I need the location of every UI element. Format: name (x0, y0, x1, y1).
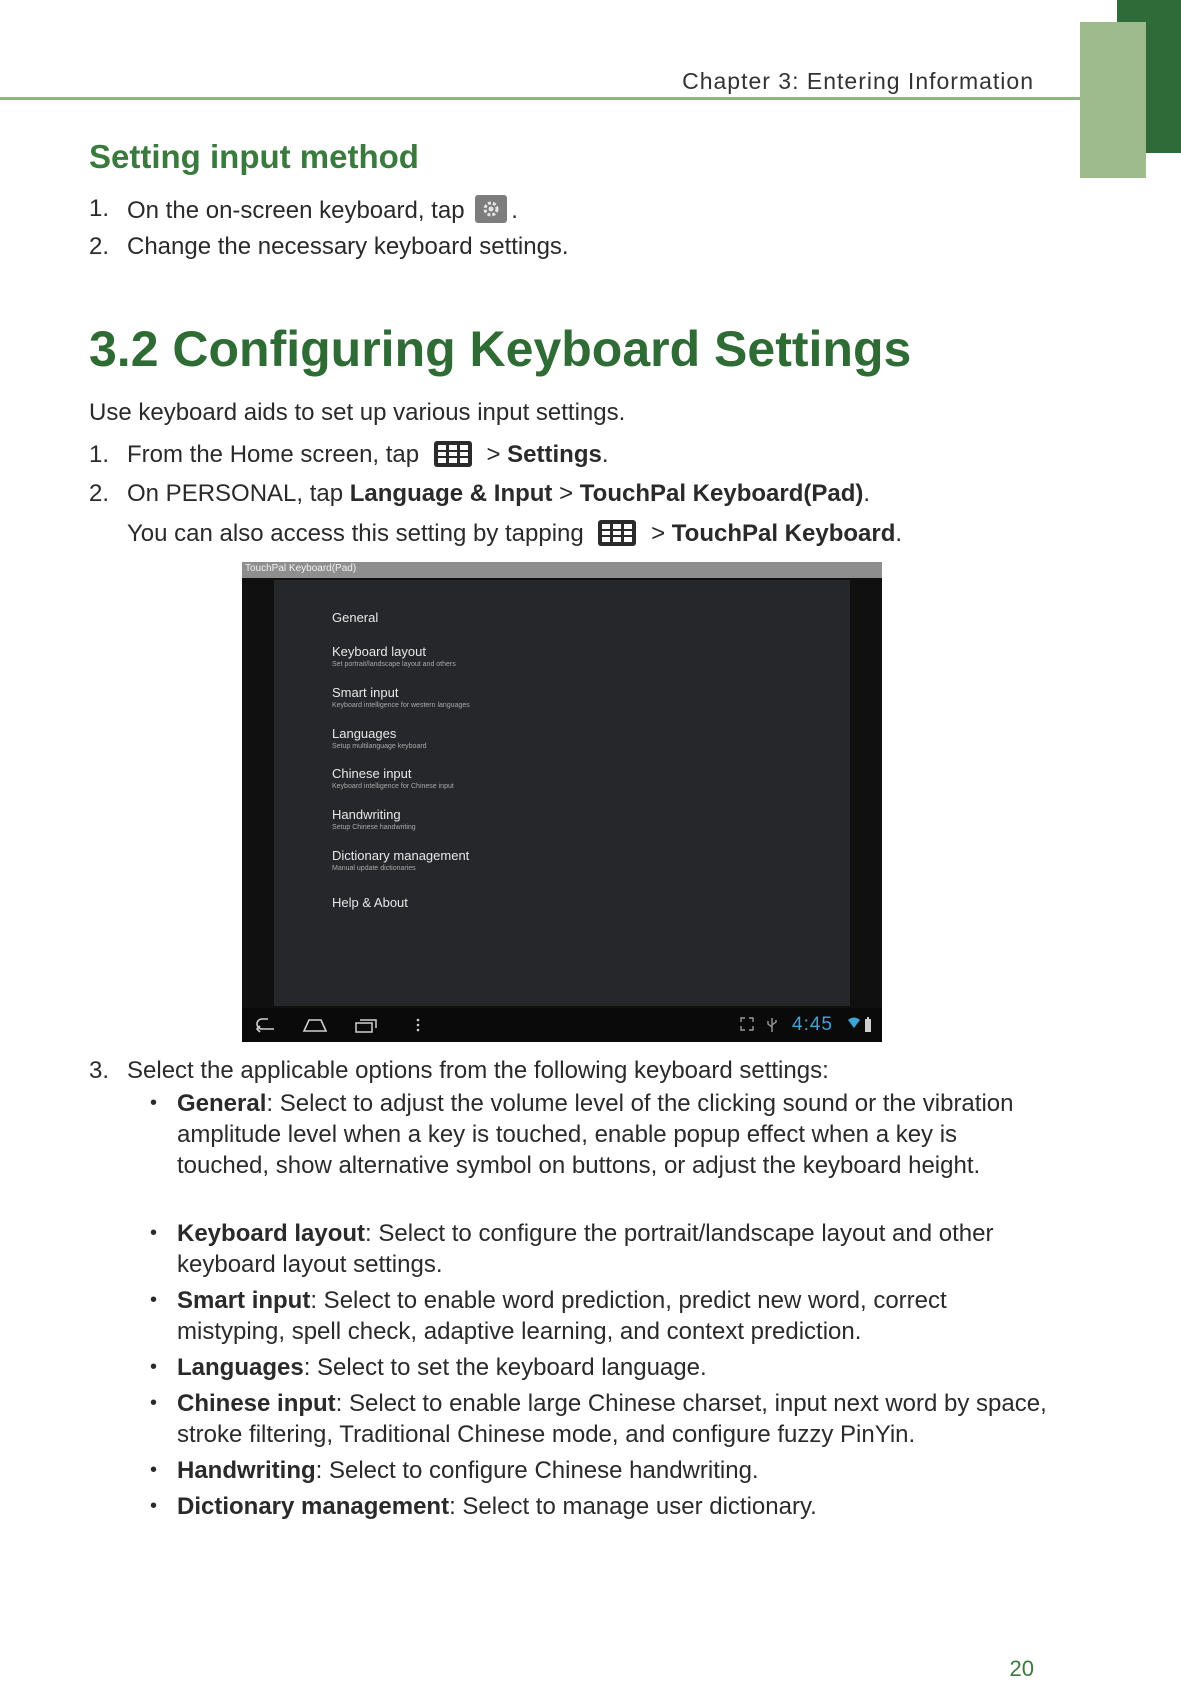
touchpal-screenshot (242, 562, 882, 1042)
bullet-desc: : Select to enable large Chinese charset, input next word by space, stroke filtering, Traditional Chinese mode, and configure fuzzy PinYin. (177, 1390, 1047, 1448)
bullet-term: Smart input (177, 1287, 311, 1314)
bullet-term: Handwriting (177, 1457, 316, 1484)
step-text: On the on-screen keyboard, tap (127, 197, 465, 224)
separator: > (651, 520, 666, 547)
section-title: Setting input method (89, 138, 419, 175)
settings-item[interactable] (332, 766, 454, 790)
home-icon[interactable] (302, 1017, 328, 1033)
bullet-desc: : Select to enable word prediction, predict new word, correct mistyping, spell check, adaptive learning, and context prediction. (177, 1287, 947, 1345)
settings-item-title: Help & About (332, 895, 408, 910)
bullet-dot: • (150, 1289, 158, 1311)
menu-icon[interactable] (415, 1017, 421, 1033)
step-number: 1. (89, 441, 110, 468)
step-number: 2. (89, 480, 110, 507)
recent-apps-icon[interactable] (354, 1017, 378, 1033)
status-clock: 4:45 (792, 1014, 833, 1035)
bullet-general (177, 1088, 1047, 1181)
bullet-term: Chinese input (177, 1390, 336, 1417)
punct: . (601, 441, 609, 468)
step-2-text: Change the necessary keyboard settings. (127, 233, 569, 260)
config-step-2 (127, 480, 870, 508)
bullet-term: Languages (177, 1354, 304, 1381)
bullet-dot: • (150, 1222, 158, 1244)
step-number: 2. (89, 233, 110, 260)
settings-item[interactable] (332, 644, 456, 668)
settings-item[interactable] (332, 848, 469, 872)
bullet-desc: : Select to set the keyboard language. (303, 1354, 707, 1381)
step-text-end: . (511, 197, 518, 224)
punct: . (895, 520, 903, 547)
language-input-label: Language & Input (349, 480, 553, 507)
bullet-term: General (177, 1090, 267, 1117)
screenshot-titlebar (242, 562, 882, 578)
settings-item[interactable] (332, 685, 470, 709)
config-step-2-note (127, 520, 902, 548)
gear-icon (475, 195, 507, 223)
bullet-smart-input (177, 1285, 1047, 1347)
separator: > (486, 441, 501, 468)
settings-label: Settings (507, 441, 602, 468)
config-step-1 (127, 441, 609, 469)
settings-item-subtitle: Setup multilanguage keyboard (332, 743, 427, 750)
settings-item-subtitle: Keyboard intelligence for western languages (332, 702, 470, 709)
header-rule (0, 97, 1080, 100)
bullet-chinese-input (177, 1388, 1047, 1450)
bullet-handwriting (177, 1455, 1047, 1486)
bullet-term: Keyboard layout (177, 1220, 366, 1247)
settings-item[interactable] (332, 807, 416, 831)
bullet-dot: • (150, 1092, 158, 1114)
step-1-text (127, 195, 518, 225)
config-step-3: Select the applicable options from the following keyboard settings: (127, 1057, 829, 1084)
battery-icon (864, 1017, 872, 1033)
settings-item-title: General (332, 610, 379, 625)
settings-item-title: Chinese input (332, 766, 412, 781)
settings-item-title: Dictionary management (332, 848, 470, 863)
screenshot-notification-icon (740, 1017, 754, 1031)
back-icon[interactable] (254, 1017, 278, 1033)
punct: . (863, 480, 871, 507)
settings-item-subtitle: Set portrait/landscape layout and others (332, 661, 456, 668)
settings-item[interactable] (332, 726, 427, 750)
bullet-desc: : Select to adjust the volume level of the clicking sound or the vibration amplitude level when a key is touched, enable popup effect when a key is touched, show alternative symbol on buttons, or adjust the keyboard height. (177, 1090, 1014, 1179)
bullet-dot: • (150, 1392, 158, 1414)
apps-grid-icon (434, 441, 472, 467)
step-number: 1. (89, 195, 110, 222)
step-number: 3. (89, 1057, 110, 1084)
bullet-dot: • (150, 1356, 158, 1378)
settings-item-subtitle: Setup Chinese handwriting (332, 824, 416, 831)
settings-item-title: Keyboard layout (332, 644, 426, 659)
settings-item[interactable] (332, 610, 378, 625)
page-number: 20 (1009, 1656, 1034, 1681)
chapter-section-title: 3.2 Configuring Keyboard Settings (89, 321, 912, 377)
bullet-desc: : Select to configure Chinese handwriting. (315, 1457, 759, 1484)
bullet-desc: : Select to configure the portrait/landscape layout and other keyboard layout settings. (177, 1220, 994, 1278)
chapter-header: Chapter 3: Entering Information (682, 68, 1034, 94)
settings-item-title: Handwriting (332, 807, 401, 822)
bullet-term: Dictionary management (177, 1493, 450, 1520)
settings-item-subtitle: Keyboard intelligence for Chinese input (332, 783, 454, 790)
bullet-desc: : Select to manage user dictionary. (449, 1493, 817, 1520)
separator: > (559, 480, 574, 507)
wifi-icon (847, 1017, 861, 1029)
corner-tab-light (1080, 22, 1146, 178)
touchpal-label: TouchPal Keyboard (671, 520, 896, 547)
settings-item-subtitle: Manual update dictionaries (332, 865, 416, 872)
system-nav-bar (242, 1008, 882, 1042)
bullet-keyboard-layout (177, 1218, 1047, 1280)
settings-panel (274, 580, 850, 1006)
step-text: From the Home screen, tap (127, 441, 420, 468)
settings-item[interactable] (332, 895, 408, 910)
screenshot-title: TouchPal Keyboard(Pad) (245, 563, 357, 574)
bullet-languages (177, 1352, 1047, 1383)
settings-item-title: Languages (332, 726, 397, 741)
bullet-dot: • (150, 1459, 158, 1481)
usb-icon (766, 1017, 778, 1033)
bullet-dot: • (150, 1495, 158, 1517)
touchpal-pad-label: TouchPal Keyboard(Pad) (579, 480, 864, 507)
step-text: On PERSONAL, tap (127, 480, 344, 507)
bullet-dictionary-management (177, 1491, 1047, 1522)
note-text: You can also access this setting by tapping (127, 520, 584, 547)
intro-text: Use keyboard aids to set up various input settings. (89, 399, 626, 426)
apps-grid-icon (598, 520, 636, 546)
settings-item-title: Smart input (332, 685, 399, 700)
